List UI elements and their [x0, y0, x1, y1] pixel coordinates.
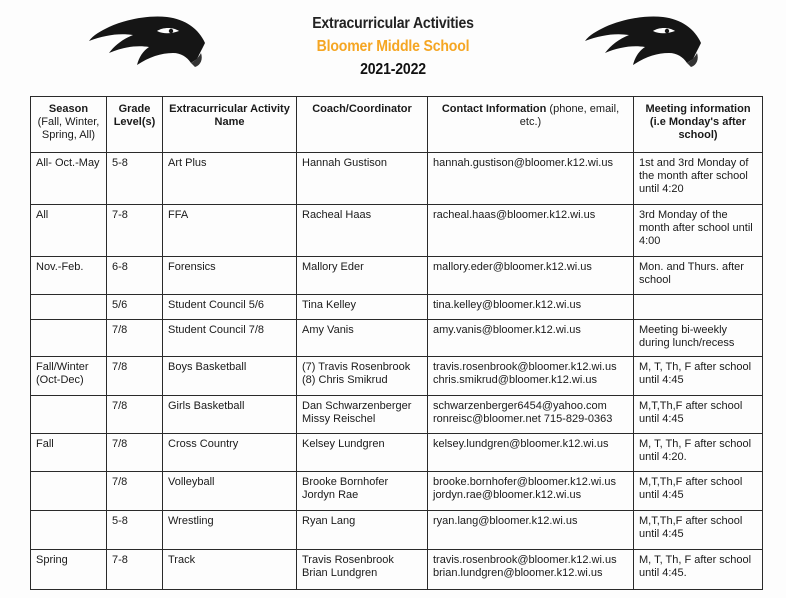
document-header	[250, 12, 536, 81]
contact-cell-line: tina.kelley@bloomer.k12.wi.us	[433, 299, 582, 311]
contact-cell	[428, 205, 634, 257]
grade-cell: 7/8	[107, 472, 163, 511]
contact-cell-line: brooke.bornhofer@bloomer.k12.wi.us	[433, 476, 616, 488]
coach-cell-line: Brooke Bornhofer	[302, 476, 389, 488]
coach-cell-line: (7) Travis Rosenbrook	[302, 361, 411, 373]
coach-cell	[297, 257, 428, 295]
activities-table-body	[31, 153, 763, 590]
header-activity: Extracurricular Activity Name	[163, 97, 297, 153]
contact-cell-line: ryan.lang@bloomer.k12.wi.us	[433, 515, 578, 527]
season-cell-line: Fall	[36, 438, 54, 450]
contact-cell	[428, 396, 634, 434]
coach-cell-line: Brian Lundgren	[302, 567, 378, 579]
coach-cell-line: Kelsey Lundgren	[302, 438, 385, 450]
coach-cell	[297, 511, 428, 550]
grade-cell: 5-8	[107, 153, 163, 205]
contact-cell-line: jordyn.rae@bloomer.k12.wi.us	[433, 489, 582, 501]
contact-cell-line: brian.lundgren@bloomer.k12.wi.us	[433, 567, 603, 579]
contact-cell	[428, 295, 634, 320]
grade-cell: 7/8	[107, 434, 163, 472]
coach-cell	[297, 295, 428, 320]
activity-cell: Wrestling	[163, 511, 297, 550]
meeting-cell: M, T, Th, F after school until 4:45	[634, 357, 763, 396]
table-row	[31, 257, 763, 295]
document-title: Extracurricular Activities	[312, 15, 474, 32]
activity-cell: Track	[163, 550, 297, 590]
grade-cell: 7-8	[107, 550, 163, 590]
grade-cell: 7/8	[107, 396, 163, 434]
season-cell	[31, 472, 107, 511]
coach-cell-line: (8) Chris Smikrud	[302, 374, 388, 386]
season-cell-line: All- Oct.-May	[36, 157, 100, 169]
header-season: Season (Fall, Winter, Spring, All)	[31, 97, 107, 153]
grade-cell: 5-8	[107, 511, 163, 550]
activity-cell: Girls Basketball	[163, 396, 297, 434]
coach-cell-line: Mallory Eder	[302, 261, 364, 273]
season-cell	[31, 153, 107, 205]
coach-cell	[297, 153, 428, 205]
table-row	[31, 472, 763, 511]
coach-cell	[297, 434, 428, 472]
table-row	[31, 205, 763, 257]
season-cell	[31, 434, 107, 472]
season-cell	[31, 320, 107, 357]
coach-cell-line: Racheal Haas	[302, 209, 372, 221]
meeting-cell: Mon. and Thurs. after school	[634, 257, 763, 295]
meeting-cell: Meeting bi-weekly during lunch/recess	[634, 320, 763, 357]
table-header-row	[31, 97, 763, 153]
season-cell-line: Nov.-Feb.	[36, 261, 84, 273]
contact-cell	[428, 472, 634, 511]
activity-cell: Forensics	[163, 257, 297, 295]
activities-table	[30, 96, 763, 590]
contact-cell-line: kelsey.lundgren@bloomer.k12.wi.us	[433, 438, 609, 450]
meeting-cell: M,T,Th,F after school until 4:45	[634, 511, 763, 550]
season-cell	[31, 396, 107, 434]
table-row	[31, 396, 763, 434]
contact-cell-line: racheal.haas@bloomer.k12.wi.us	[433, 209, 596, 221]
meeting-cell: M, T, Th, F after school until 4:20.	[634, 434, 763, 472]
table-row	[31, 550, 763, 590]
season-cell	[31, 550, 107, 590]
hawk-head-icon	[87, 9, 207, 71]
activity-cell: Volleyball	[163, 472, 297, 511]
contact-cell-line: travis.rosenbrook@bloomer.k12.wi.us	[433, 554, 617, 566]
season-cell	[31, 205, 107, 257]
coach-cell-line: Amy Vanis	[302, 324, 354, 336]
hawk-logo-right	[583, 9, 703, 71]
coach-cell-line: Missy Reischel	[302, 413, 376, 425]
contact-cell	[428, 511, 634, 550]
season-cell-line: (Oct-Dec)	[36, 374, 84, 386]
contact-cell-line: hannah.gustison@bloomer.k12.wi.us	[433, 157, 613, 169]
meeting-cell: 3rd Monday of the month after school until 4:00	[634, 205, 763, 257]
coach-cell-line: Ryan Lang	[302, 515, 356, 527]
meeting-cell	[634, 295, 763, 320]
grade-cell: 7/8	[107, 320, 163, 357]
season-cell	[31, 511, 107, 550]
header-meeting: Meeting information (i.e Monday's after school)	[634, 97, 763, 153]
grade-cell: 6-8	[107, 257, 163, 295]
table-row	[31, 153, 763, 205]
school-name: Bloomer Middle School	[316, 38, 470, 55]
grade-cell: 7/8	[107, 357, 163, 396]
contact-cell-line: ronreisc@bloomer.net 715-829-0363	[433, 413, 613, 425]
coach-cell-line: Travis Rosenbrook	[302, 554, 394, 566]
contact-cell-line: amy.vanis@bloomer.k12.wi.us	[433, 324, 581, 336]
contact-cell	[428, 153, 634, 205]
contact-cell	[428, 434, 634, 472]
coach-cell-line: Hannah Gustison	[302, 157, 387, 169]
contact-cell	[428, 257, 634, 295]
coach-cell	[297, 396, 428, 434]
season-cell-line: Spring	[36, 554, 68, 566]
season-cell	[31, 357, 107, 396]
activity-cell: Art Plus	[163, 153, 297, 205]
coach-cell-line: Dan Schwarzenberger	[302, 400, 412, 412]
season-cell	[31, 295, 107, 320]
coach-cell-line: Jordyn Rae	[302, 489, 359, 501]
meeting-cell: 1st and 3rd Monday of the month after school until 4:20	[634, 153, 763, 205]
contact-cell-line: chris.smikrud@bloomer.k12.wi.us	[433, 374, 597, 386]
coach-cell	[297, 357, 428, 396]
coach-cell-line: Tina Kelley	[302, 299, 357, 311]
coach-cell	[297, 205, 428, 257]
activity-cell: Cross Country	[163, 434, 297, 472]
season-cell	[31, 257, 107, 295]
contact-cell	[428, 550, 634, 590]
meeting-cell: M, T, Th, F after school until 4:45.	[634, 550, 763, 590]
table-row	[31, 295, 763, 320]
coach-cell	[297, 320, 428, 357]
coach-cell	[297, 472, 428, 511]
season-cell-line: Fall/Winter	[36, 361, 89, 373]
table-row	[31, 434, 763, 472]
contact-cell	[428, 357, 634, 396]
table-row	[31, 320, 763, 357]
table-row	[31, 357, 763, 396]
activity-cell: Boys Basketball	[163, 357, 297, 396]
season-cell-line: All	[36, 209, 49, 221]
table-row	[31, 511, 763, 550]
meeting-cell: M,T,Th,F after school until 4:45	[634, 396, 763, 434]
header-coach: Coach/Coordinator	[297, 97, 428, 153]
contact-cell-line: mallory.eder@bloomer.k12.wi.us	[433, 261, 592, 273]
contact-cell-line: schwarzenberger6454@yahoo.com	[433, 400, 607, 412]
grade-cell: 5/6	[107, 295, 163, 320]
activity-cell: Student Council 7/8	[163, 320, 297, 357]
activity-cell: Student Council 5/6	[163, 295, 297, 320]
hawk-head-icon	[583, 9, 703, 71]
contact-cell	[428, 320, 634, 357]
hawk-logo-left	[87, 9, 207, 71]
contact-cell-line: travis.rosenbrook@bloomer.k12.wi.us	[433, 361, 617, 373]
coach-cell	[297, 550, 428, 590]
grade-cell: 7-8	[107, 205, 163, 257]
activity-cell: FFA	[163, 205, 297, 257]
header-grade: Grade Level(s)	[107, 97, 163, 153]
school-year: 2021-2022	[360, 61, 426, 78]
header-contact: Contact Information (phone, email, etc.)	[428, 97, 634, 153]
meeting-cell: M,T,Th,F after school until 4:45	[634, 472, 763, 511]
